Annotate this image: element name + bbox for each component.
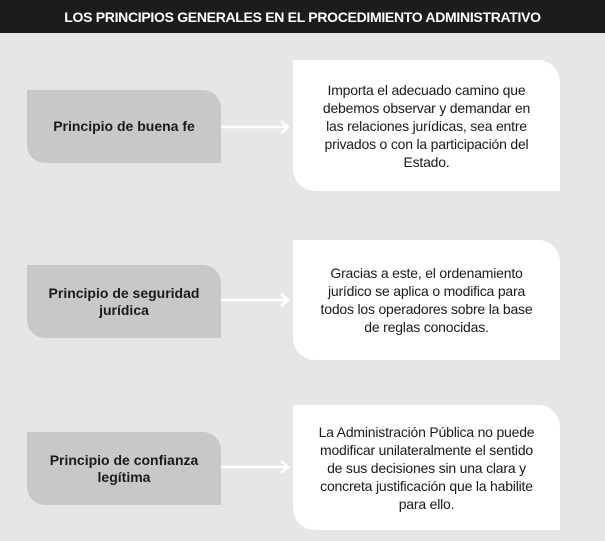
arrow-connector-1 [221, 120, 293, 134]
principle-buena-fe-description-box [293, 60, 560, 191]
principle-seguridad-juridica-description: Gracias a este, el ordenamiento jurídico se aplica o modifica para todos los operadores sobre la base de reglas conocidas. [320, 265, 533, 335]
principle-buena-fe-description: Importa el adecuado camino que debemos observar y demandar en las relaciones jurídicas, sea entre privados o con la participación del Estado. [322, 81, 531, 170]
arrow-connector-3 [221, 460, 293, 474]
principle-confianza-legitima-description-box [293, 405, 560, 530]
principle-buena-fe-box [27, 90, 221, 163]
principle-seguridad-juridica-box [27, 265, 221, 338]
principle-buena-fe-label: Principio de buena fe [53, 118, 195, 134]
arrow-connector-2 [221, 293, 293, 307]
diagram-title: LOS PRINCIPIOS GENERALES EN EL PROCEDIMIENTO ADMINISTRATIVO [0, 0, 605, 33]
principle-confianza-legitima-box [27, 432, 221, 505]
principle-confianza-legitima-description: La Administración Pública no puede modificar unilateralmente el sentido de sus decisiones sin una clara y concreta justificación que la habilite para ello. [318, 423, 535, 512]
principle-seguridad-juridica-label: Principio de seguridad jurídica [48, 284, 200, 318]
principle-seguridad-juridica-description-box [293, 240, 560, 360]
principle-confianza-legitima-label: Principio de confianza legítima [49, 451, 199, 485]
